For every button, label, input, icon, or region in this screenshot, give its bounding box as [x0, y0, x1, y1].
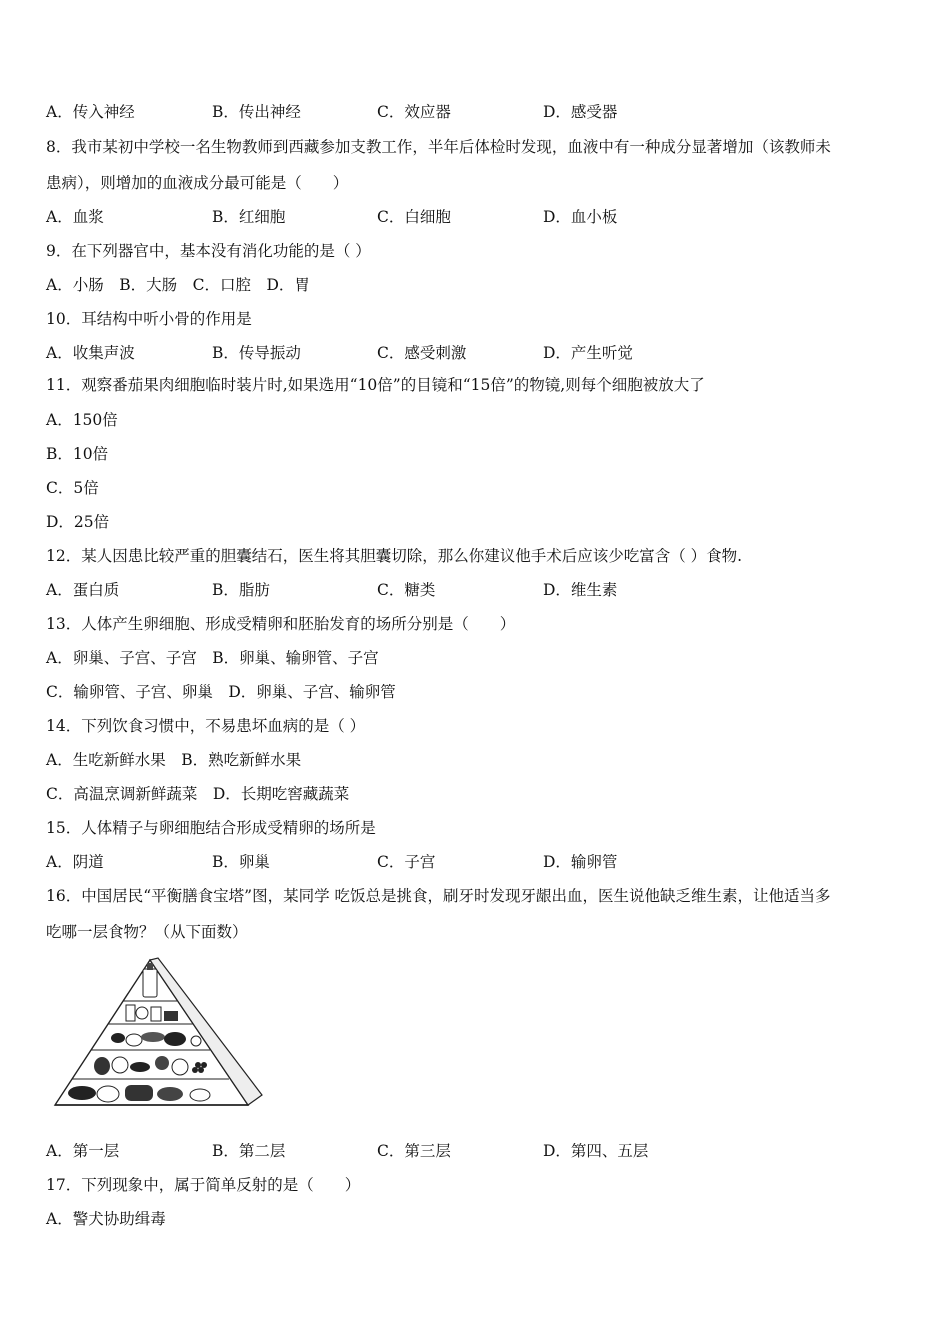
q15-option-d: D．输卵管 — [543, 853, 618, 871]
q11-stem: 11．观察番茄果肉细胞临时装片时,如果选用“10倍”的目镜和“15倍”的物镜,则每个细胞被放大了 — [46, 376, 705, 394]
q13-options-line1: A．卵巢、子宫、子宫 B．卵巢、输卵管、子宫 — [46, 649, 379, 667]
q8-stem-line2: 患病），则增加的血液成分最可能是（ ） — [46, 174, 349, 192]
q7-option-c: C．效应器 — [377, 103, 451, 121]
q16-stem-line2: 吃哪一层食物？（从下面数） — [46, 923, 248, 941]
q8-option-b: B．红细胞 — [212, 208, 286, 226]
q12-stem: 12．某人因患比较严重的胆囊结石，医生将其胆囊切除，那么你建议他手术后应该少吃富含（ ）食物. — [46, 547, 743, 565]
q16-option-b: B．第二层 — [212, 1142, 286, 1160]
q14-options-line2: C．高温烹调新鲜蔬菜 D．长期吃窖藏蔬菜 — [46, 785, 350, 803]
q9-stem: 9．在下列器官中，基本没有消化功能的是（ ） — [46, 242, 371, 260]
q15-option-b: B．卵巢 — [212, 853, 270, 871]
q13-options-line2: C．输卵管、子宫、卵巢 D．卵巢、子宫、输卵管 — [46, 683, 396, 701]
q15-option-c: C．子宫 — [377, 853, 436, 871]
q12-option-a: A．蛋白质 — [46, 581, 120, 599]
q10-option-b: B．传导振动 — [212, 344, 301, 362]
q17-option-a: A．警犬协助缉毒 — [46, 1210, 166, 1228]
q11-option-c: C．5倍 — [46, 479, 99, 497]
q7-option-d: D．感受器 — [543, 103, 618, 121]
q11-option-b: B．10倍 — [46, 445, 109, 463]
q7-option-a: A．传入神经 — [46, 103, 135, 121]
q8-option-a: A．血浆 — [46, 208, 104, 226]
q11-option-d: D．25倍 — [46, 513, 110, 531]
q16-option-d: D．第四、五层 — [543, 1142, 649, 1160]
q11-option-a: A．150倍 — [46, 411, 118, 429]
q16-option-c: C．第三层 — [377, 1142, 451, 1160]
food-pyramid-image — [50, 955, 265, 1120]
q10-option-c: C．感受刺激 — [377, 344, 467, 362]
q9-options: A．小肠 B．大肠 C．口腔 D．胃 — [46, 276, 310, 294]
q14-options-line1: A．生吃新鲜水果 B．熟吃新鲜水果 — [46, 751, 302, 769]
q8-option-d: D．血小板 — [543, 208, 618, 226]
q12-option-b: B．脂肪 — [212, 581, 270, 599]
q8-stem-line1: 8．我市某初中学校一名生物教师到西藏参加支教工作，半年后体检时发现，血液中有一种成分显著增加（该教师未 — [46, 138, 831, 156]
q12-option-c: C．糖类 — [377, 581, 436, 599]
q14-stem: 14．下列饮食习惯中，不易患坏血病的是（ ） — [46, 717, 366, 735]
q10-stem: 10．耳结构中听小骨的作用是 — [46, 310, 252, 328]
q15-option-a: A．阴道 — [46, 853, 104, 871]
q8-option-c: C．白细胞 — [377, 208, 451, 226]
q7-option-b: B．传出神经 — [212, 103, 301, 121]
q12-option-d: D．维生素 — [543, 581, 618, 599]
q17-stem: 17．下列现象中，属于简单反射的是（ ） — [46, 1176, 361, 1194]
q10-option-a: A．收集声波 — [46, 344, 135, 362]
q16-stem-line1: 16．中国居民“平衡膳食宝塔”图，某同学 吃饭总是挑食，刷牙时发现牙龈出血，医生说他缺乏维生素，让他适当多 — [46, 887, 831, 905]
q10-option-d: D．产生听觉 — [543, 344, 633, 362]
q15-stem: 15．人体精子与卵细胞结合形成受精卵的场所是 — [46, 819, 376, 837]
q16-option-a: A．第一层 — [46, 1142, 120, 1160]
q13-stem: 13．人体产生卵细胞、形成受精卵和胚胎发育的场所分别是（ ） — [46, 615, 516, 633]
